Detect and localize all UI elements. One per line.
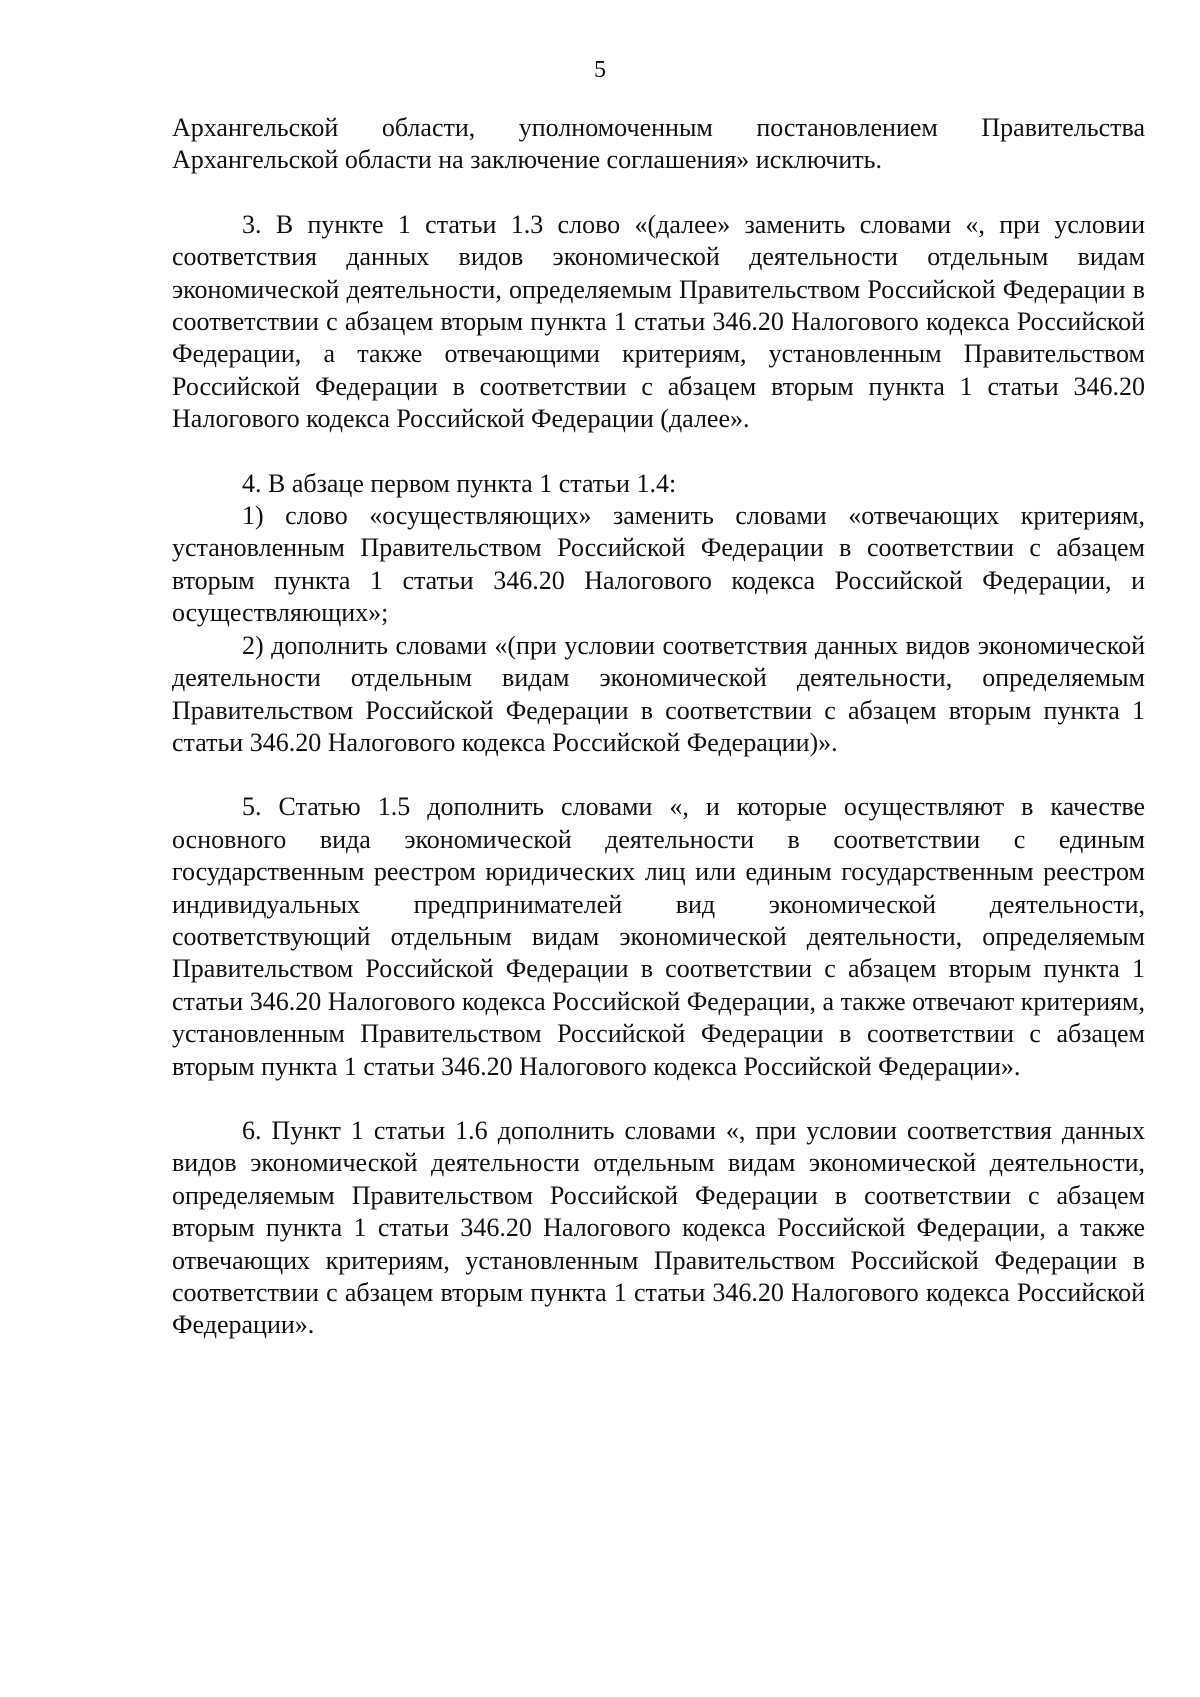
- document-body: [172, 112, 1145, 1342]
- paragraph-item-4-sub-2: 2) дополнить словами «(при условии соответствия данных видов экономической деятельности отдельным видам экономической деятельности, определяемым Правительством Российской Федерации в соответствии с абзацем вторым пункта 1 статьи 346.20 Налогового кодекса Российской Федерации)».: [172, 630, 1145, 757]
- paragraph-item-4: 4. В абзаце первом пункта 1 статьи 1.4:: [242, 468, 677, 498]
- paragraph-item-5: 5. Статью 1.5 дополнить словами «, и которые осуществляют в качестве основного вида экономической деятельности в соответствии с единым государственным реестром юридических лиц или единым государственным реестром индивидуальных предпринимателей вид экономической деятельности, соответствующий отдельным видам экономической деятельности, определяемым Правительством Российской Федерации в соответствии с абзацем вторым пункта 1 статьи 346.20 Налогового кодекса Российской Федерации, а также отвечают критериям, установленным Правительством Российской Федерации в соответствии с абзацем вторым пункта 1 статьи 346.20 Налогового кодекса Российской Федерации».: [172, 792, 1145, 1081]
- paragraph-item-6: 6. Пункт 1 статьи 1.6 дополнить словами «, при условии соответствия данных видов экономической деятельности отдельным видам экономической деятельности, определяемым Правительством Российской Федерации в соответствии с абзацем вторым пункта 1 статьи 346.20 Налогового кодекса Российской Федерации, а также отвечающих критериям, установленным Правительством Российской Федерации в соответствии с абзацем вторым пункта 1 статьи 346.20 Налогового кодекса Российской Федерации».: [172, 1115, 1145, 1340]
- paragraph-continuation: Архангельской области, уполномоченным постановлением Правительства Архангельской области на заключение соглашения» исключить.: [172, 113, 1145, 175]
- paragraph-item-4-sub-1: 1) слово «осуществляющих» заменить словами «отвечающих критериям, установленным Правительством Российской Федерации в соответствии с абзацем вторым пункта 1 статьи 346.20 Налогового кодекса Российской Федерации, и осуществляющих»;: [172, 501, 1145, 628]
- paragraph-item-3: 3. В пункте 1 статьи 1.3 слово «(далее» заменить словами «, при условии соответствия данных видов экономической деятельности отдельным видам экономической деятельности, определяемым Правительством Российской Федерации в соответствии с абзацем вторым пункта 1 статьи 346.20 Налогового кодекса Российской Федерации, а также отвечающими критериям, установленным Правительством Российской Федерации в соответствии с абзацем вторым пункта 1 статьи 346.20 Налогового кодекса Российской Федерации (далее».: [172, 209, 1145, 434]
- page-number: 5: [594, 57, 606, 83]
